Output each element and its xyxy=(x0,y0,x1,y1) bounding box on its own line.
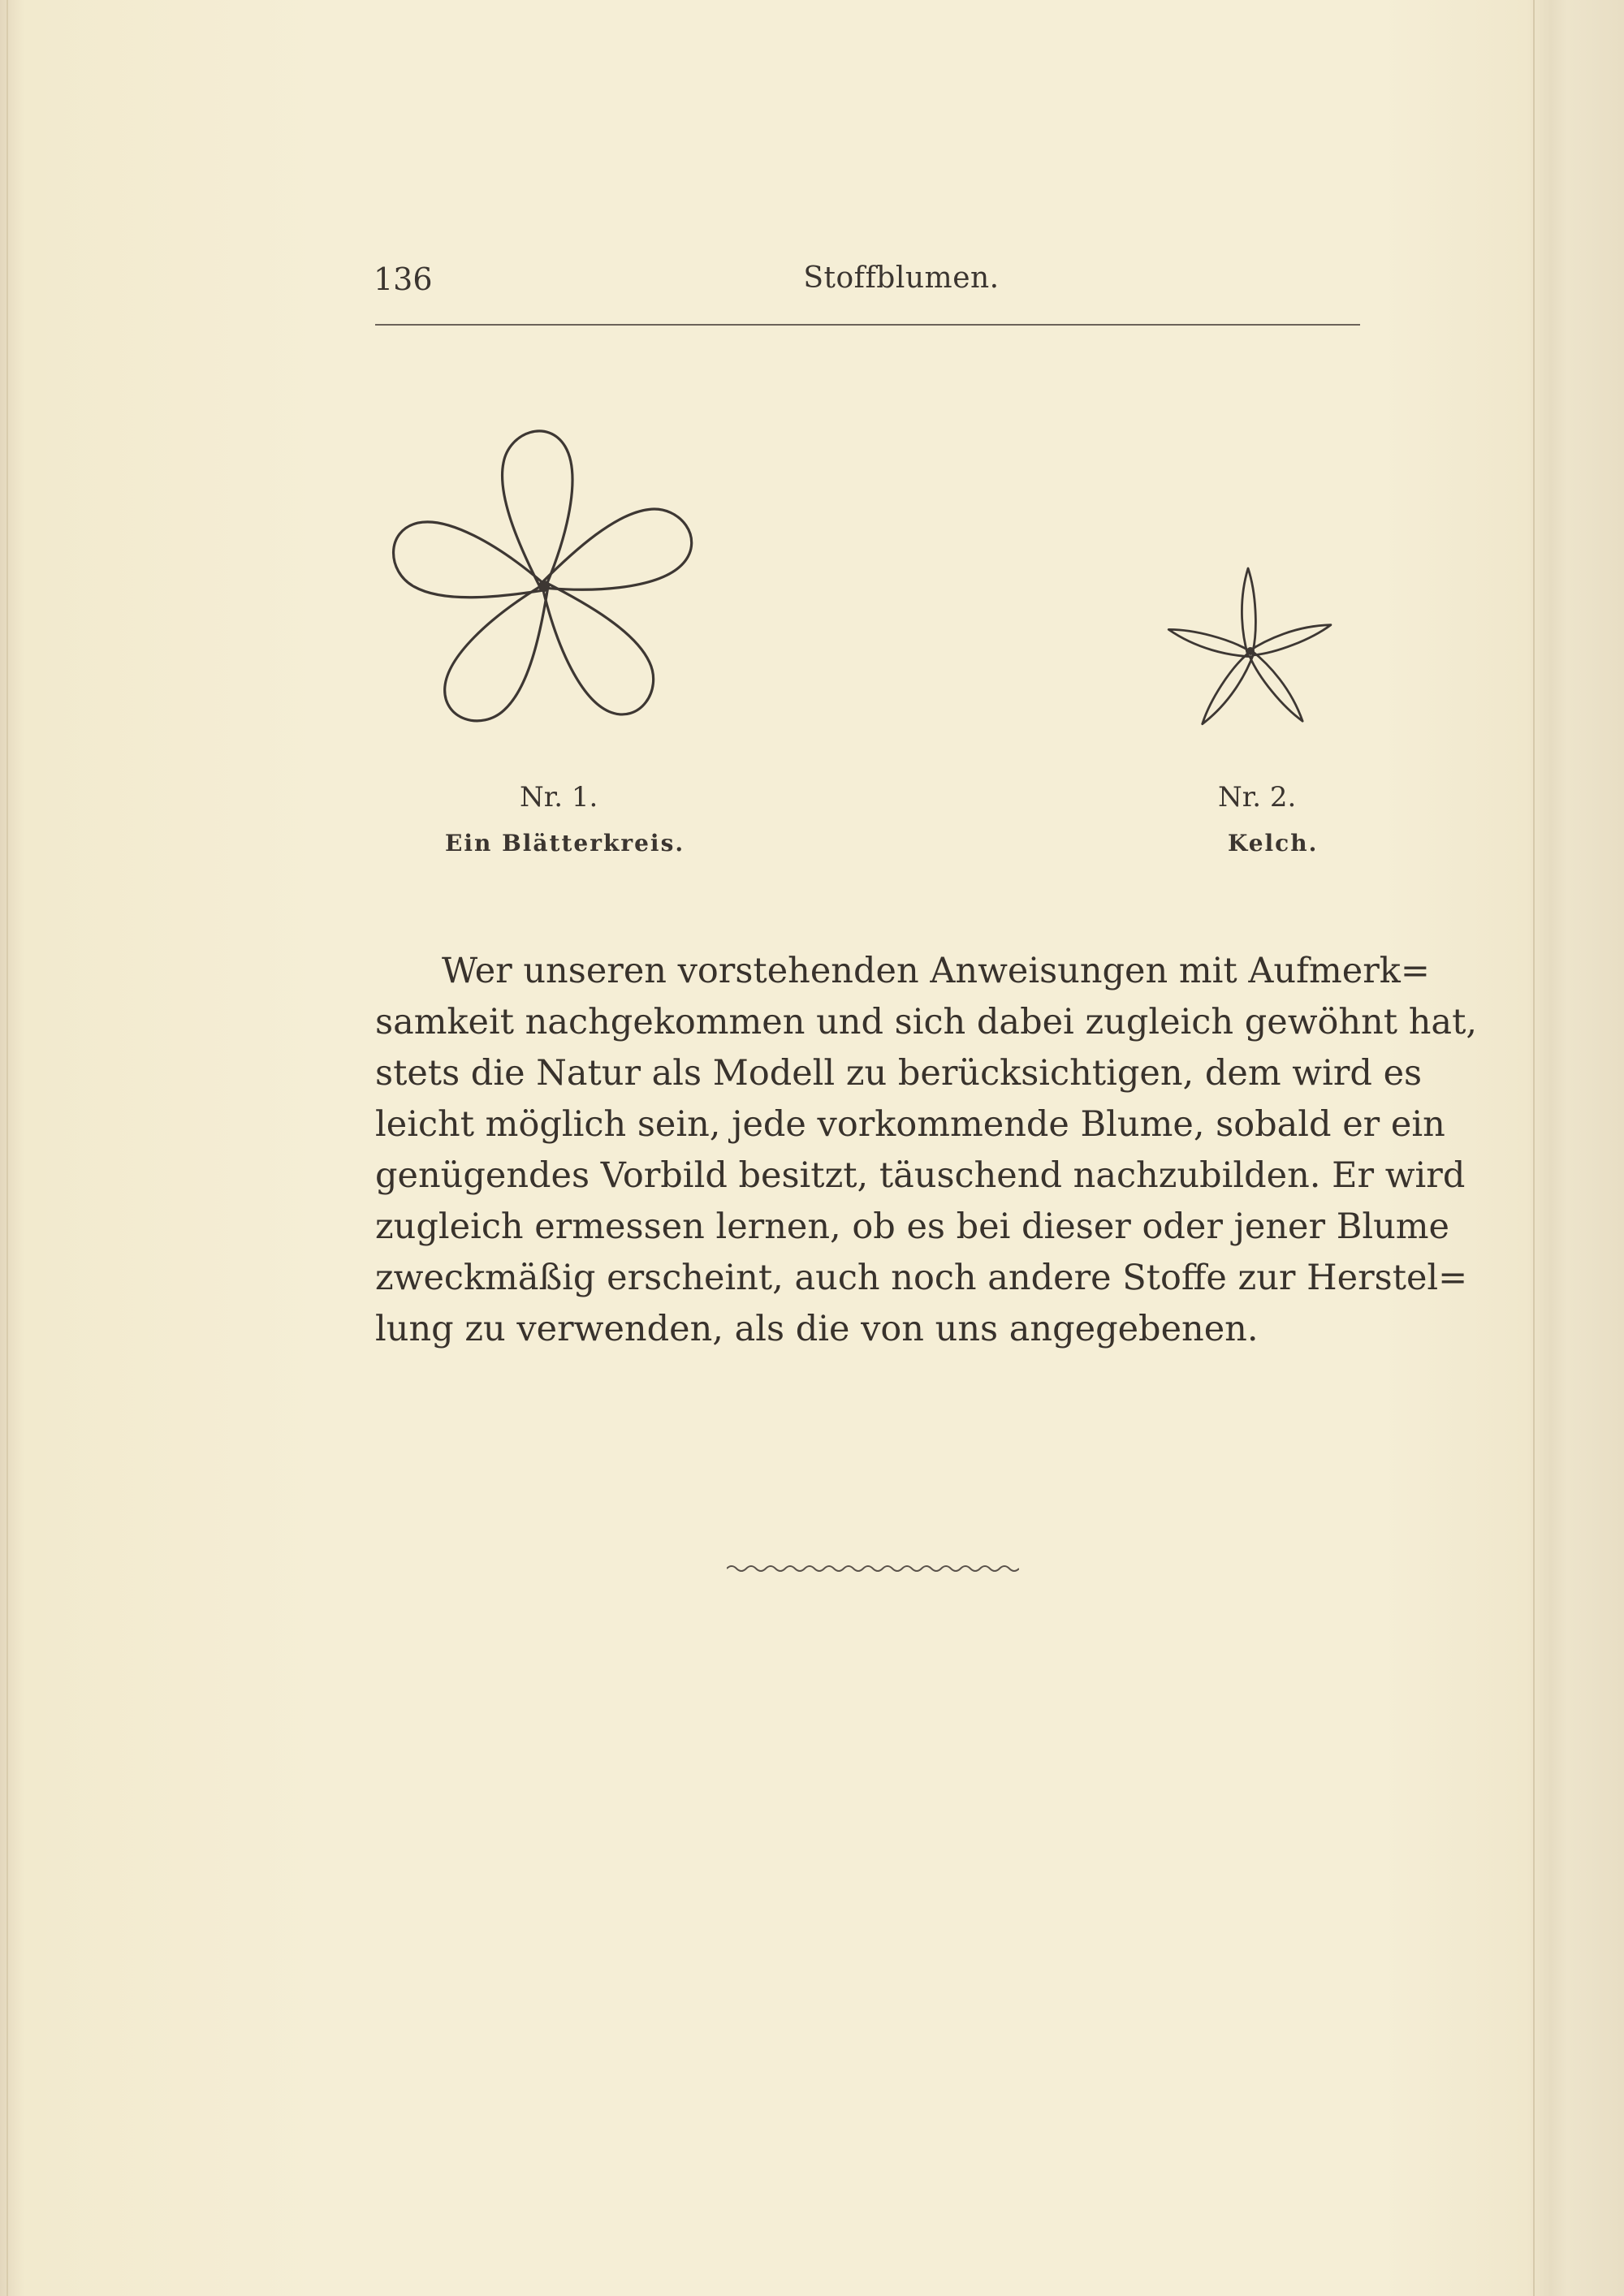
text-line: zweckmäßig erscheint, auch noch andere Stoffe zur Herstel= xyxy=(375,1258,1468,1298)
text-line: stets die Natur als Modell zu berücksichtigen, dem wird es xyxy=(375,1053,1423,1094)
body-paragraph xyxy=(375,946,1478,1355)
figure-1-number: Nr. 1. xyxy=(520,781,598,814)
running-title: Stoffblumen. xyxy=(803,261,1000,295)
page-number: 136 xyxy=(374,261,433,297)
star-shaped-calyx-icon xyxy=(1157,560,1344,735)
text-line: Wer unseren vorstehenden Anweisungen mit Aufmerk= xyxy=(442,951,1430,991)
text-line: lung zu verwenden, als die von uns angegebenen. xyxy=(375,1309,1259,1349)
text-line: genügendes Vorbild besitzt, täuschend nachzubilden. Er wird xyxy=(375,1155,1466,1196)
page-header xyxy=(374,261,1360,310)
wavy-divider-ornament xyxy=(727,1560,1019,1577)
text-line: leicht möglich sein, jede vorkommende Blume, sobald er ein xyxy=(375,1104,1445,1145)
figure-2-number: Nr. 2. xyxy=(1218,781,1297,814)
five-petal-flower-icon xyxy=(382,422,706,731)
page-right-edge xyxy=(1533,0,1535,2296)
figure-2-caption: Kelch. xyxy=(1228,830,1319,857)
text-line: samkeit nachgekommen und sich dabei zugleich gewöhnt hat, xyxy=(375,1002,1478,1042)
text-line: zugleich ermessen lernen, ob es bei dieser oder jener Blume xyxy=(375,1206,1449,1247)
figure-1-caption: Ein Blätterkreis. xyxy=(445,830,685,857)
page-left-edge xyxy=(6,0,8,2296)
header-rule xyxy=(375,324,1360,326)
